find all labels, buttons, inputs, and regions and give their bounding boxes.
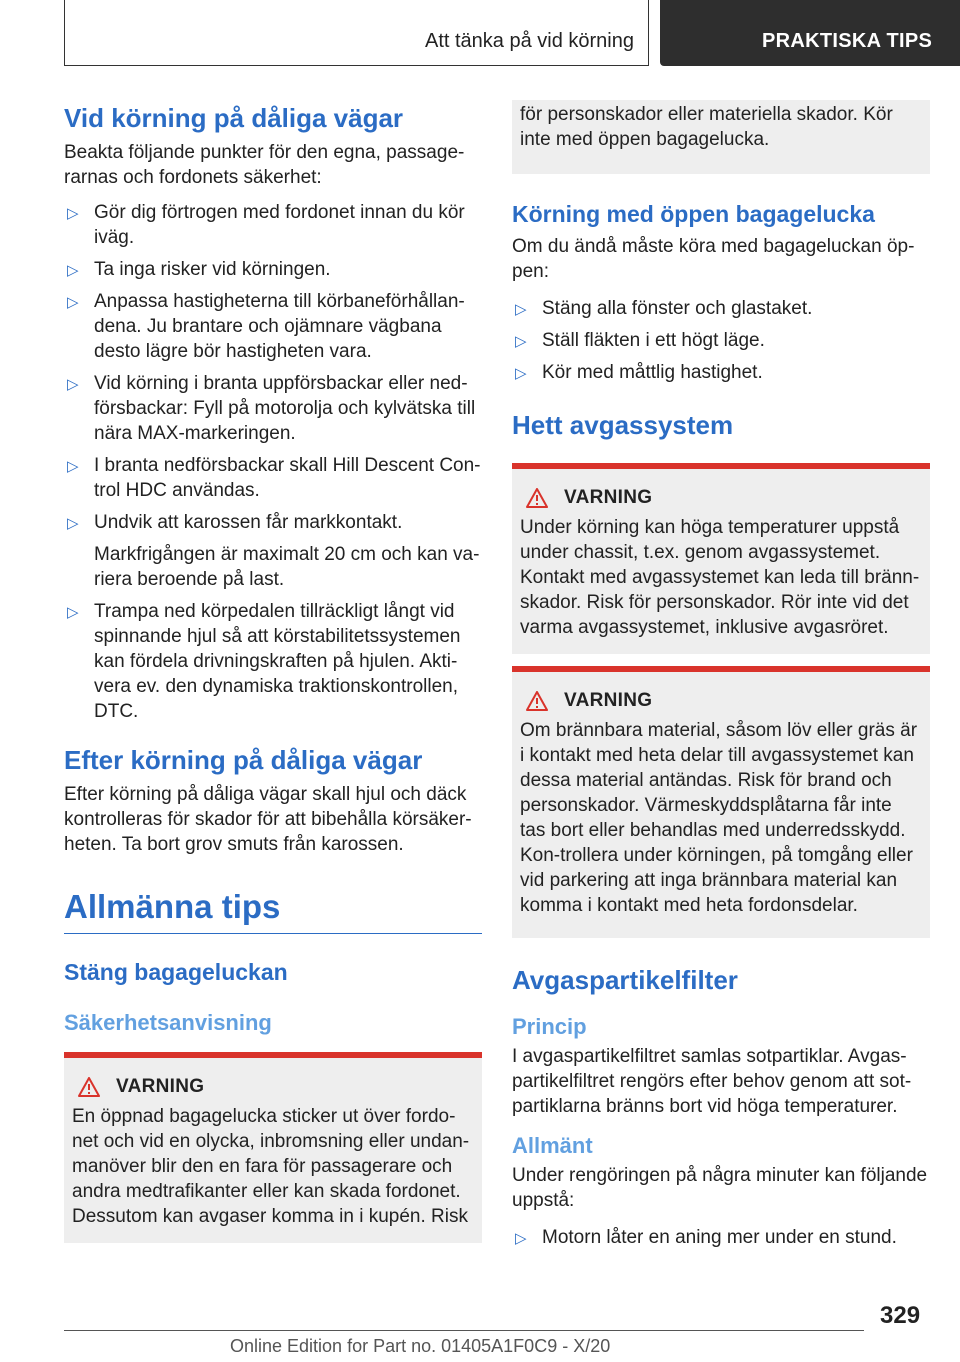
warning-box-exhaust-1	[512, 463, 930, 654]
general-text: Under rengöringen på några minuter kan följande uppstå:	[512, 1165, 928, 1211]
right-column	[512, 100, 930, 1257]
triangle-bullet-icon: ▷	[67, 515, 79, 532]
left-column	[64, 100, 482, 1243]
bad-roads-intro: Beakta följande punkter för den egna, passage-rarnas och fordonets säkerhet:	[64, 142, 465, 188]
warning-text: Under körning kan höga temperaturer uppstå under chassit, t.ex. genom avgassystemet. Kontakt med avgassystemet kan leda till bränn-skador. Risk för personskador. Rör inte vid det varma avgassystemet, inklusive avgasröret.	[520, 517, 920, 638]
list-item: ▷ Ta inga risker vid körningen.	[64, 257, 482, 282]
open-trunk-intro: Om du ändå måste köra med bagageluckan öp-pen:	[512, 236, 915, 282]
warning-text: Om brännbara material, såsom löv eller gräs är i kontakt med heta delar till avgassystemet kan dessa material antändas. Risk för brand och personskador. Värmeskyddsplåtarna får inte tas bort eller behandlas med underredsskydd. Kon-trollera under körningen, på tomgång eller vid parkering att inga brännbara material kan komma i kontakt med heta fordonsdelar.	[520, 720, 918, 916]
triangle-bullet-icon: ▷	[515, 365, 527, 382]
list-item: ▷ Ställ fläkten i ett högt läge.	[512, 328, 930, 353]
triangle-bullet-icon: ▷	[67, 376, 79, 393]
list-item: ▷ Stäng alla fönster och glastaket.	[512, 296, 930, 321]
header-section-tab	[64, 0, 649, 66]
warning-box-trunk-continued	[512, 100, 930, 174]
open-trunk-list	[512, 296, 930, 385]
warning-label: VARNING	[564, 690, 653, 711]
page-number: 329	[880, 1302, 921, 1329]
list-item: ▷ Undvik att karossen får markkontakt.	[64, 510, 482, 535]
warning-triangle-icon	[526, 488, 548, 508]
heading-open-trunk: Körning med öppen bagagelucka	[512, 201, 875, 227]
header-section-title: Att tänka på vid körning	[424, 30, 634, 52]
triangle-bullet-icon: ▷	[515, 1230, 527, 1247]
heading-general-tips: Allmänna tips	[64, 885, 482, 934]
warning-triangle-icon	[78, 1077, 100, 1097]
heading-general: Allmänt	[512, 1133, 593, 1158]
warning-box-exhaust-2	[512, 666, 930, 938]
heading-after-bad-roads: Efter körning på dåliga vägar	[64, 745, 423, 775]
bad-roads-list	[64, 200, 482, 535]
list-item: ▷ Kör med måttlig hastighet.	[512, 360, 930, 385]
warning-label: VARNING	[564, 487, 653, 508]
header-chapter-tab	[660, 0, 960, 66]
general-list	[512, 1225, 930, 1250]
triangle-bullet-icon: ▷	[67, 604, 79, 621]
heading-particle-filter: Avgaspartikelfilter	[512, 965, 738, 995]
warning-label: VARNING	[116, 1076, 205, 1097]
list-item: ▷ Motorn låter en aning mer under en stund.	[512, 1225, 930, 1250]
heading-bad-roads: Vid körning på dåliga vägar	[64, 103, 404, 133]
list-item: ▷ I branta nedförsbackar skall Hill Descent Con-trol HDC användas.	[67, 455, 481, 501]
warning-text-continued: för personskador eller materiella skador. Kör inte med öppen bagagelucka.	[520, 104, 893, 150]
ground-clearance-note: Markfrigången är maximalt 20 cm och kan va-riera beroende på last.	[94, 544, 480, 590]
heading-principle: Princip	[512, 1014, 587, 1039]
heading-safety-note: Säkerhetsanvisning	[64, 1010, 272, 1035]
list-item: ▷ Anpassa hastigheterna till körbaneförhållan-dena. Ju brantare och ojämnare vägbana desto lägre bör hastigheten vara.	[67, 291, 465, 362]
triangle-bullet-icon: ▷	[67, 262, 79, 279]
triangle-bullet-icon: ▷	[67, 458, 79, 475]
triangle-bullet-icon: ▷	[515, 301, 527, 318]
principle-text: I avgaspartikelfiltret samlas sotpartiklar. Avgas-partikelfiltret rengörs efter behov genom att sot-partiklarna bränns bort vid höga temperaturer.	[512, 1046, 912, 1117]
heading-close-trunk: Stäng bagageluckan	[64, 959, 288, 985]
triangle-bullet-icon: ▷	[67, 205, 79, 222]
footer-edition: Online Edition for Part no. 01405A1F0C9 - X/20	[230, 1336, 611, 1356]
list-item: ▷ Vid körning i branta uppförsbackar eller ned-försbackar: Fyll på motorolja och kylvätska till nära MAX-markeringen.	[67, 373, 476, 444]
list-item: ▷ Trampa ned körpedalen tillräckligt långt vid spinnande hjul så att körstabilitetssystemen kan fördela drivningskraften på hjulen. Akti-vera ev. den dynamiska traktionskontrollen, DTC.	[67, 601, 461, 722]
heading-hot-exhaust: Hett avgassystem	[512, 410, 734, 440]
after-bad-roads-text: Efter körning på dåliga vägar skall hjul och däck kontrolleras för skador för att bibehålla körsäker-heten. Ta bort grov smuts från karossen.	[64, 784, 472, 855]
warning-box-trunk	[64, 1052, 482, 1243]
header-chapter-title: PRAKTISKA TIPS	[762, 30, 933, 52]
footer-divider	[64, 1330, 864, 1331]
triangle-bullet-icon: ▷	[67, 294, 79, 311]
list-item: ▷ Gör dig förtrogen med fordonet innan du kör iväg.	[67, 202, 465, 248]
triangle-bullet-icon: ▷	[515, 333, 527, 350]
warning-triangle-icon	[526, 691, 548, 711]
warning-text: En öppnad bagagelucka sticker ut över fordo-net och vid en olycka, inbromsning eller undan-manöver blir den en fara för passagerare och andra medtrafikanter eller kan skada fordonet. Dessutom kan avgaser komma in i kupén. Risk	[72, 1106, 470, 1227]
